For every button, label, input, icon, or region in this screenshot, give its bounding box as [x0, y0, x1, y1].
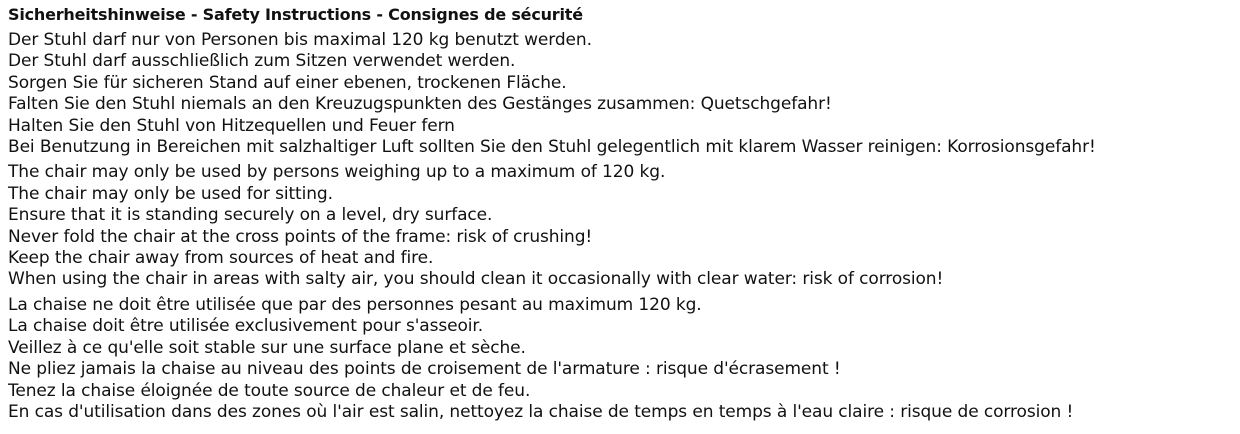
instruction-line: Tenez la chaise éloignée de toute source de chaleur et de feu.: [8, 380, 531, 401]
instruction-line: Ne pliez jamais la chaise au niveau des points de croisement de l'armature : risque d'écrasement !: [8, 359, 841, 380]
instruction-line: Ensure that it is standing securely on a level, dry surface.: [8, 205, 493, 226]
instruction-line: Keep the chair away from sources of heat and fire.: [8, 248, 434, 269]
instruction-group-de: [8, 30, 1096, 158]
instruction-group-fr: [8, 295, 1096, 423]
instruction-line: Der Stuhl darf nur von Personen bis maximal 120 kg benutzt werden.: [8, 30, 592, 50]
instruction-line: Veillez à ce qu'elle soit stable sur une surface plane et sèche.: [8, 337, 526, 358]
instruction-line: En cas d'utilisation dans des zones où l'air est salin, nettoyez la chaise de temps en temps à l'eau claire : risque de corrosion !: [8, 401, 1074, 422]
instruction-line: The chair may only be used for sitting.: [8, 183, 333, 204]
instruction-line: The chair may only be used by persons weighing up to a maximum of 120 kg.: [8, 162, 666, 183]
instruction-line: Der Stuhl darf ausschließlich zum Sitzen verwendet werden.: [8, 51, 516, 72]
instruction-groups: [8, 30, 1096, 423]
safety-instructions-document: [8, 3, 1096, 427]
instruction-line: Falten Sie den Stuhl niemals an den Kreuzugspunkten des Gestänges zusammen: Quetschgefahr!: [8, 94, 832, 115]
instruction-line: When using the chair in areas with salty air, you should clean it occasionally with clear water: risk of corrosion!: [8, 269, 944, 290]
instruction-line: Bei Benutzung in Bereichen mit salzhaltiger Luft sollten Sie den Stuhl gelegentlich mit klarem Wasser reinigen: Korrosionsgefahr!: [8, 137, 1096, 158]
instruction-line: Halten Sie den Stuhl von Hitzequellen und Feuer fern: [8, 115, 455, 136]
instruction-line: La chaise ne doit être utilisée que par des personnes pesant au maximum 120 kg.: [8, 294, 702, 315]
instruction-line: Never fold the chair at the cross points of the frame: risk of crushing!: [8, 226, 593, 247]
document-title: Sicherheitshinweise - Safety Instructions - Consignes de sécurité: [8, 5, 583, 24]
instruction-group-en: [8, 162, 1096, 290]
instruction-line: La chaise doit être utilisée exclusivement pour s'asseoir.: [8, 316, 484, 337]
instruction-line: Sorgen Sie für sicheren Stand auf einer ebenen, trockenen Fläche.: [8, 72, 567, 93]
